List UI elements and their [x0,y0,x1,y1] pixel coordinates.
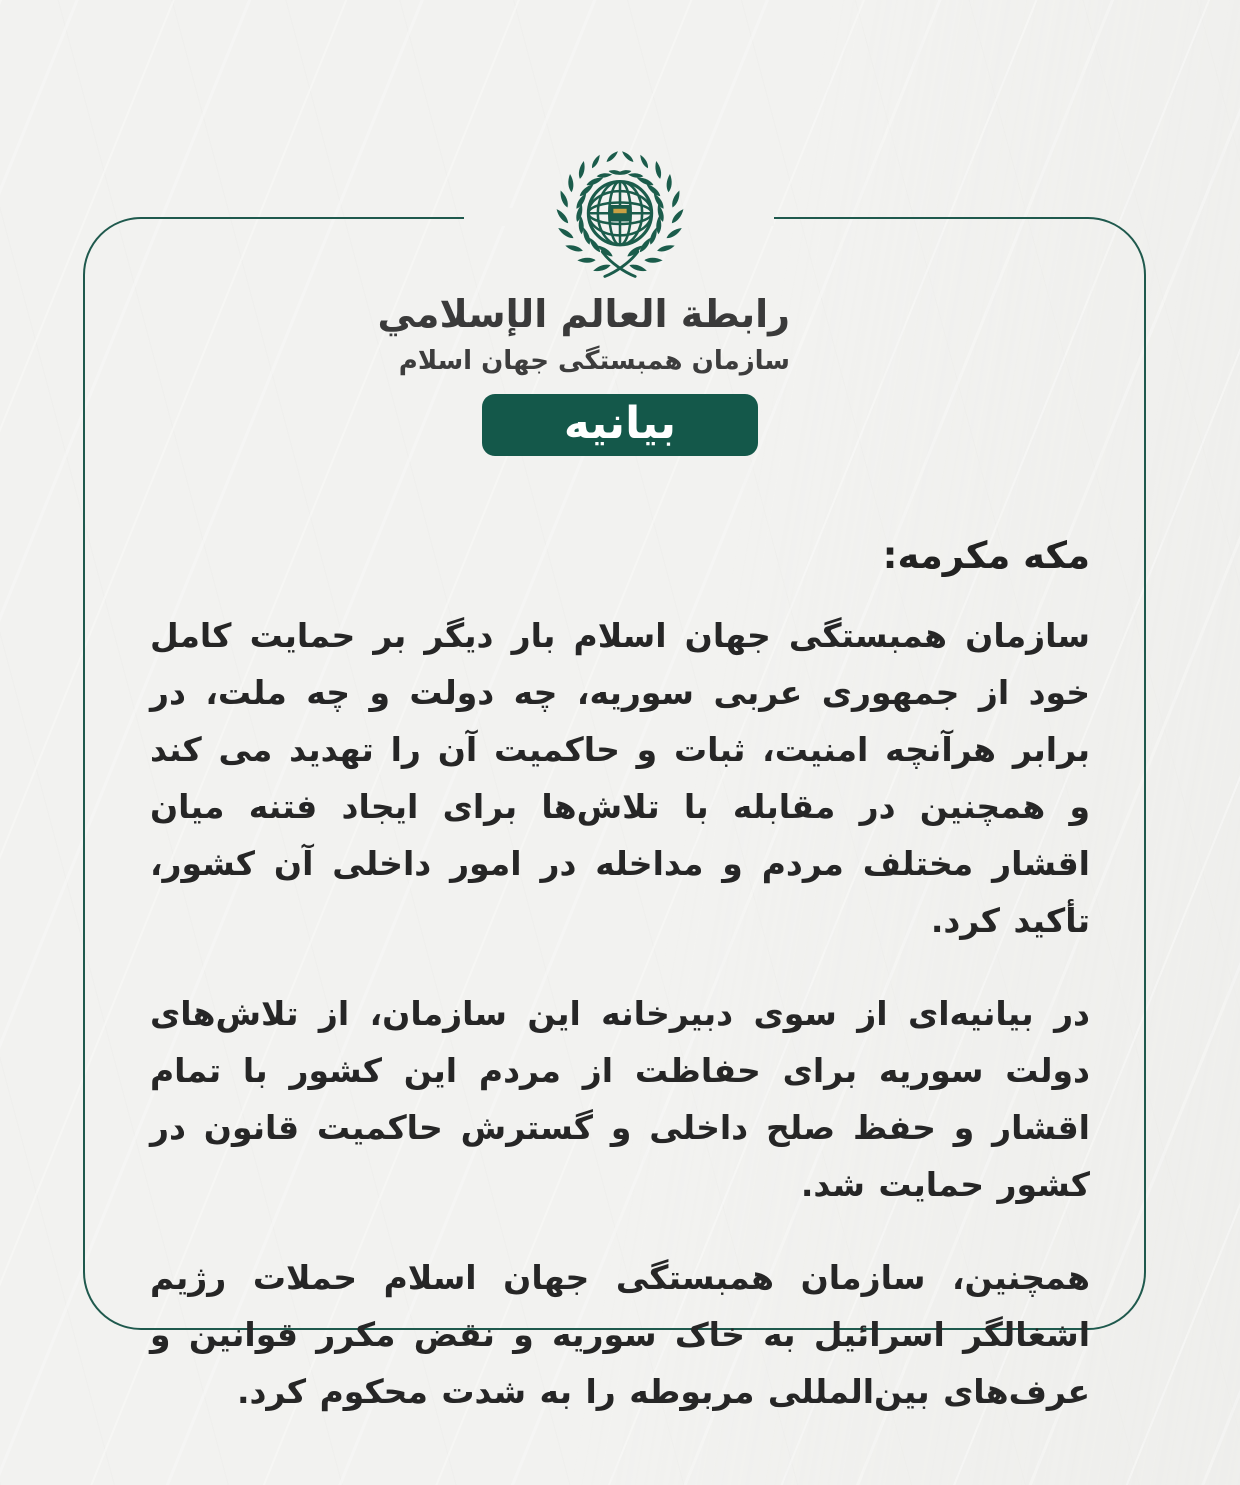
laurel-wreath-globe-icon [550,150,690,284]
kaaba-icon [609,205,630,221]
dateline: مکه مکرمه: [882,534,1090,577]
statement-body [150,534,1090,1456]
statement-paragraph: سازمان همبستگی جهان اسلام بار دیگر بر حمایت کامل خود از جمهوری عربی سوریه، چه دولت و چه ملت، در برابر هرآنچه امنیت، ثبات و حاکمیت آن را تهدید می کند و همچنین در مقابله با تلاش‌ها برای ایجاد فتنه میان اقشار مختلف مردم و مداخله در امور داخلی آن کشور، تأکید کرد. [150,616,1090,940]
org-name-persian: سازمان همبستگی جهان اسلام [398,346,790,376]
organization-header [377,150,790,456]
org-name-arabic-calligraphy: رابطة العالم الإسلامي [377,292,790,336]
statement-paragraph: همچنین، سازمان همبستگی جهان اسلام حملات رژیم اشغالگر اسرائیل به خاک سوریه و نقض مکرر قوانین و عرف‌های بین‌المللی مربوطه را به شدت محکوم کرد. [150,1258,1090,1411]
statement-banner: بیانیه [482,394,758,456]
statement-paragraph: در بیانیه‌ای از سوی دبیرخانه این سازمان، از تلاش‌های دولت سوریه برای حفاظت از مردم این کشور با تمام اقشار و حفظ صلح داخلی و گسترش حاکمیت قانون در کشور حمایت شد. [150,994,1090,1204]
